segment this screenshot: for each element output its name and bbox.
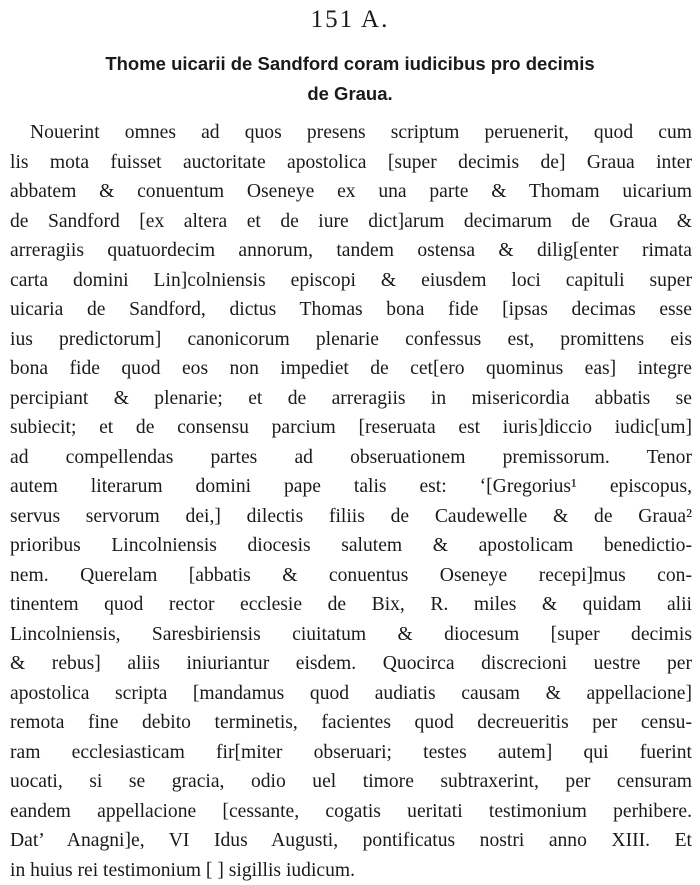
text-line: uocati, si se gracia, odio uel timore subtraxerint, per censuram — [10, 771, 692, 792]
text-line: de Sandford [ex altera et de iure dict]arum decimarum de Graua & — [10, 210, 692, 232]
title-line: de Graua. — [307, 83, 393, 104]
text-line: subiecit; et de consensu parcium [reseruata est iuris]diccio iudic[um] — [10, 417, 692, 438]
text-line: ad compellendas partes ad obseruationem premissorum. Tenor — [10, 446, 692, 468]
text-line: apostolica scripta [mandamus quod audiatis causam & appellacione] — [10, 682, 692, 704]
text-line: abbatem & conuentum Oseneye ex una parte & Thomam uicarium — [10, 181, 692, 202]
text-line: ram ecclesiasticam fir[miter obseruari; testes autem] qui fuerint — [10, 741, 692, 763]
text-line: Lincolniensis, Saresbiriensis ciuitatum & diocesum [super decimis — [10, 623, 692, 645]
text-line: arreragiis quatuordecim annorum, tandem ostensa & dilig[enter rimata — [10, 240, 692, 261]
text-line: carta domini Lin]colniensis episcopi & eiusdem loci capituli super — [10, 269, 692, 291]
text-line: Dat’ Anagni]e, VI Idus Augusti, pontificatus nostri anno XIII. Et — [10, 830, 692, 851]
text-line: Nouerint omnes ad quos presens scriptum peruenerit, quod cum — [30, 122, 692, 143]
document-number: 151 A. — [310, 6, 390, 33]
text-line: eandem appellacione [cessante, cogatis ueritati testimonium perhibere. — [10, 800, 692, 822]
text-line: nem. Querelam [abbatis & conuentus Oseneye recepi]mus con- — [10, 564, 692, 586]
document-title — [0, 49, 700, 109]
body-text — [10, 118, 692, 885]
text-line: in huius rei testimonium [ ] sigillis iudicum. — [10, 859, 356, 881]
text-line: ius predictorum] canonicorum plenarie confessus est, promittens eis — [10, 328, 692, 350]
title-line: Thome uicarii de Sandford coram iudicibus pro decimis — [105, 53, 595, 74]
text-line: prioribus Lincolniensis diocesis salutem & apostolicam benedictio- — [10, 535, 692, 556]
text-line: servus servorum dei,] dilectis filiis de Caudewelle & de Graua² — [10, 505, 692, 527]
text-line: percipiant & plenarie; et de arreragiis in misericordia abbatis se — [10, 387, 692, 409]
text-line: remota fine debito terminetis, facientes quod decreueritis per censu- — [10, 712, 692, 733]
text-line: autem literarum domini pape talis est: ‘[Gregorius¹ episcopus, — [10, 476, 692, 497]
text-line: lis mota fuisset auctoritate apostolica [super decimis de] Graua inter — [10, 151, 692, 173]
text-line: uicaria de Sandford, dictus Thomas bona fide [ipsas decimas esse — [10, 299, 692, 320]
text-line: & rebus] aliis iniuriantur eisdem. Quocirca discrecioni uestre per — [10, 653, 692, 674]
text-line: tinentem quod rector ecclesie de Bix, R. miles & quidam alii — [10, 594, 692, 615]
text-line: bona fide quod eos non impediet de cet[ero quominus eas] integre — [10, 358, 692, 379]
